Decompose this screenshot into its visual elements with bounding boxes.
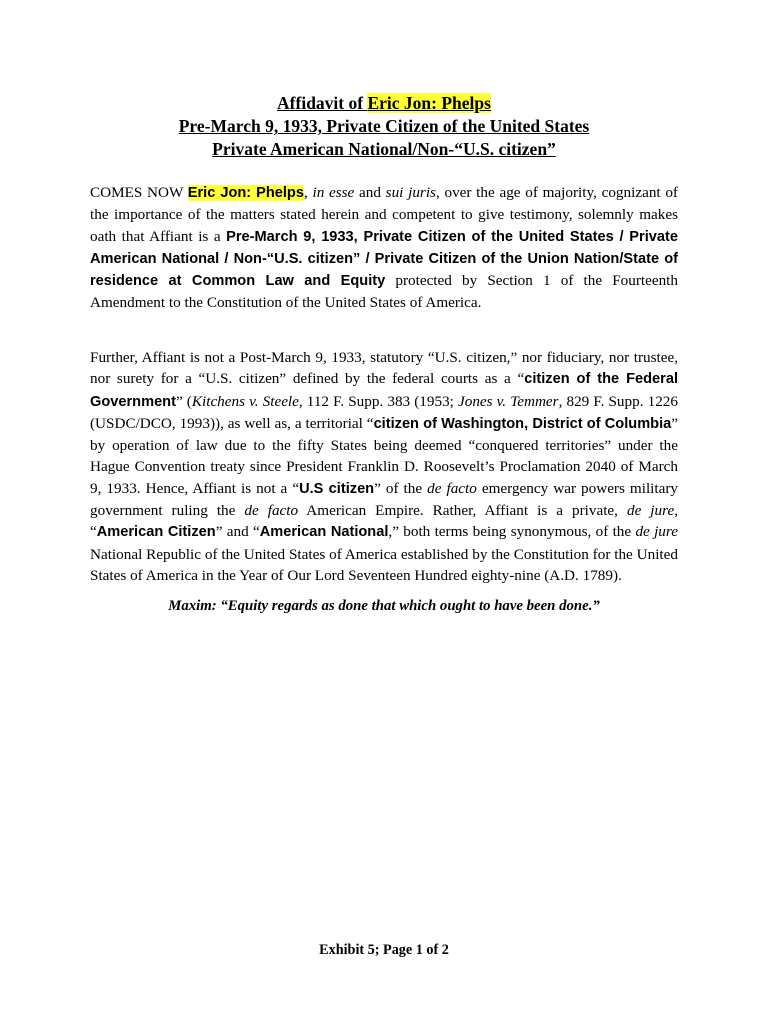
title-name-highlight: Eric Jon: Phelps bbox=[367, 93, 491, 113]
text: ” by operation of law due to the fifty States being deemed “conquered territories” under the Hague Convention treaty since President Franklin D. Roosevelt’s Proclamation 2040 of March 9, 1933. Hence, Affiant is not a “ bbox=[90, 414, 679, 497]
title-line-3: Private American National/Non-“U.S. citizen” bbox=[212, 139, 556, 159]
text: , bbox=[303, 184, 313, 201]
paragraph-comes-now bbox=[90, 182, 678, 314]
text: protected by Section 1 of the Fourteenth Amendment to the Constitution of the United States of America. bbox=[90, 272, 678, 312]
in-esse: in esse bbox=[312, 184, 355, 201]
text: COMES NOW bbox=[90, 184, 188, 201]
text: and bbox=[354, 184, 386, 201]
text: ,” both terms being synonymous, of the bbox=[388, 523, 636, 541]
page-footer: Exhibit 5; Page 1 of 2 bbox=[319, 942, 449, 958]
bold-term: citizen of the Federal Government bbox=[90, 371, 679, 410]
case-citation: Kitchens v. Steele bbox=[191, 392, 299, 410]
text: American Empire. Rather, Affiant is a private, bbox=[298, 502, 627, 520]
bold-term: American National bbox=[259, 524, 389, 541]
title-prefix: Affidavit of bbox=[277, 93, 368, 113]
text: , 829 F. Supp. 1226 (USDC/DCO, 1993)), as well as, a territorial “ bbox=[90, 392, 678, 432]
maxim: Maxim: “Equity regards as done that which ought to have been done.” bbox=[168, 598, 600, 614]
sui-juris: sui juris bbox=[385, 184, 436, 201]
case-citation: Jones v. Temmer bbox=[458, 392, 559, 410]
status-declaration: Pre-March 9, 1933, Private Citizen of the United States / Private American National / Non-“U.S. citizen” / Private Citizen of the Union Nation/State of residence at Common Law and Equity bbox=[90, 228, 678, 290]
latin-term: de facto bbox=[244, 502, 299, 520]
paragraph-further bbox=[90, 347, 678, 586]
title-block bbox=[0, 92, 768, 161]
bold-term: American Citizen bbox=[96, 524, 216, 541]
title-line-2: Pre-March 9, 1933, Private Citizen of the United States bbox=[178, 116, 590, 136]
bold-term: citizen of Washington, District of Columbia bbox=[373, 415, 672, 432]
text: , “ bbox=[90, 502, 679, 541]
text: National Republic of the United States of America established by the Constitution for the United States of America in the Year of Our Lord Seventeen Hundred eighty-nine (A.D. 1789). bbox=[90, 545, 678, 584]
latin-term: de jure bbox=[635, 523, 678, 541]
text: , 112 F. Supp. 383 (1953; bbox=[298, 392, 458, 410]
text: , over the age of majority, cognizant of the importance of the matters stated herein and competent to give testimony, solemnly makes oath that Affiant is a bbox=[90, 184, 678, 245]
text: ” ( bbox=[175, 392, 192, 410]
title-line-1 bbox=[0, 92, 768, 115]
text: ” and “ bbox=[215, 523, 260, 541]
latin-term: de jure bbox=[626, 502, 675, 520]
affiant-name-highlight: Eric Jon: Phelps bbox=[187, 185, 304, 201]
bold-term: U.S citizen bbox=[299, 480, 375, 497]
text: Further, Affiant is not a Post-March 9, 1933, statutory “U.S. citizen,” nor fiduciary, nor trustee, nor surety for a “U.S. citizen” defined by the federal courts as a “ bbox=[90, 349, 678, 388]
text: emergency war powers military government ruling the bbox=[90, 479, 679, 520]
latin-term: de facto bbox=[427, 479, 477, 497]
text: ” of the bbox=[374, 479, 428, 497]
